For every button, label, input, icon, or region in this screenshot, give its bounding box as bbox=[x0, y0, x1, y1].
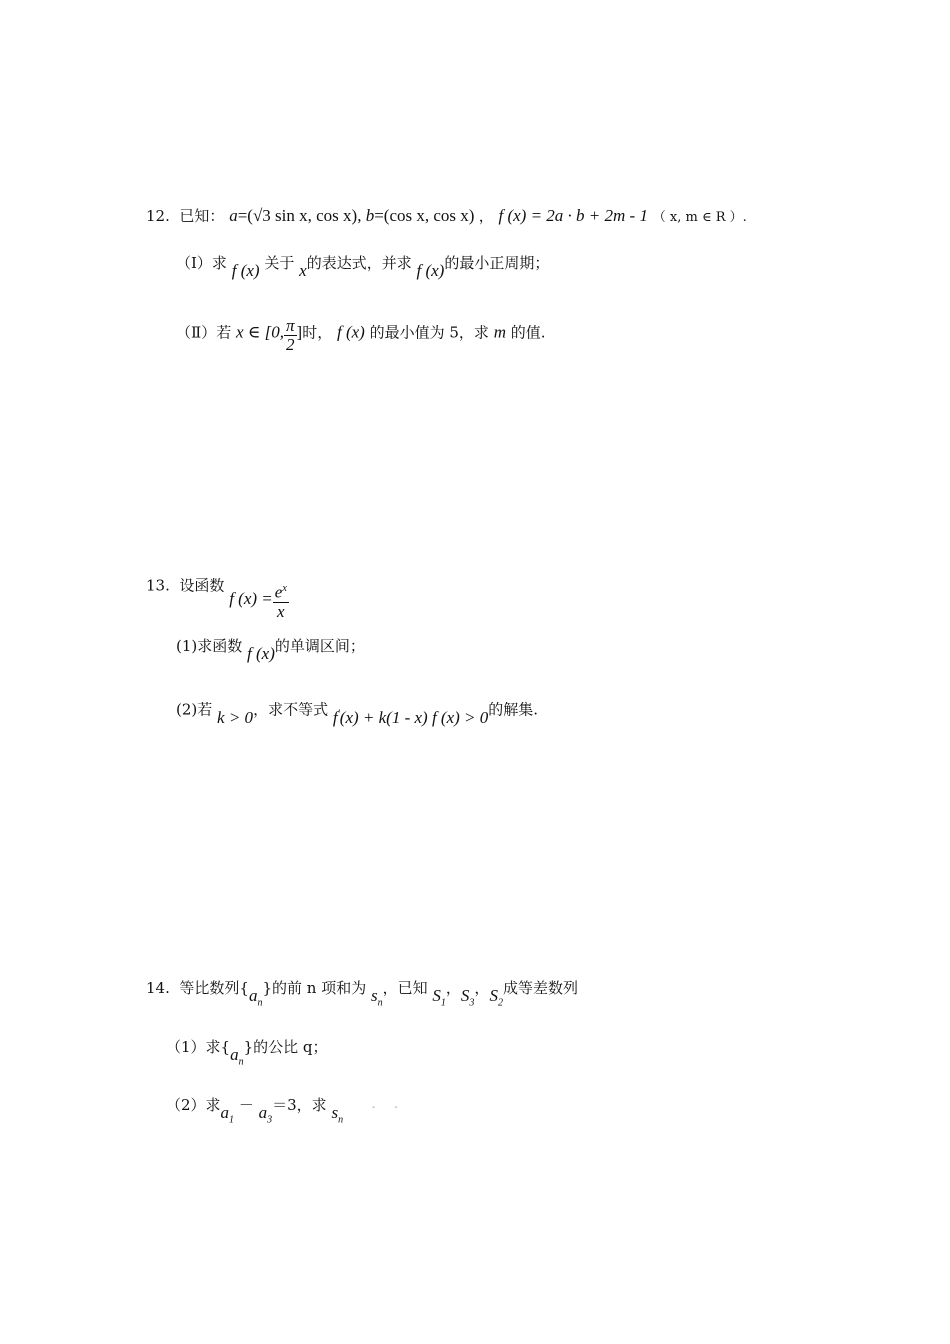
function-definition: f (x) = 2a · b + 2m - 1 bbox=[498, 206, 648, 225]
problem-14-part-2: （2）求$a_1 - a_3=3$，求 $s_n$ - - bbox=[166, 1096, 406, 1126]
problem-number: 12. bbox=[146, 207, 170, 225]
pi-over-two: $\frac{\pi}{2}$ bbox=[285, 316, 295, 354]
problem-13-part-2: (2)若 k > 0，求不等式 f′(x) + k(1 - x) f (x) > 0的解集. bbox=[176, 700, 539, 727]
problem-12-part-2: （Ⅱ）若 x ∈ [0, $\frac{\pi}{2}$ ]时， f (x) 的最小值为 5，求 m 的值. bbox=[176, 316, 546, 354]
vector-definitions: a=(√3 sin x, cos x), b=(cos x, cos x) bbox=[229, 206, 475, 225]
domain-note: （ x, m ∈ R ）. bbox=[652, 210, 747, 225]
exp-over-x: $\frac{e^x}{x}$ bbox=[274, 582, 287, 621]
inequality: f′(x) + k(1 - x) f (x) > 0 bbox=[332, 707, 489, 727]
problem-14-stem: 14. 等比数列$\{a_n\}$的前 n 项和为 $s_n$，已知 $S_1$，$S_3$，$S_2$成等差数列 bbox=[146, 979, 578, 1009]
problem-12-stem: 12. 已知： a=(√3 sin x, cos x), b=(cos x, cos x) ， f (x) = 2a · b + 2m - 1 （ x, m ∈ R ）. bbox=[146, 206, 747, 225]
problem-14-part-1: （1）求$\{a_n\}$的公比 q； bbox=[166, 1038, 328, 1068]
problem-stem-text: 已知： bbox=[179, 207, 225, 225]
problem-number: 14. bbox=[146, 979, 170, 997]
problem-number: 13. bbox=[146, 576, 170, 595]
problem-12-part-1: （Ⅰ）求 f (x) 关于 x的表达式，并求 f (x)的最小正周期； bbox=[176, 254, 550, 280]
problem-13-stem: 13. 设函数 f (x) = $\frac{e^x}{x}$ bbox=[146, 576, 287, 621]
faint-marks: - - bbox=[371, 1102, 406, 1113]
problem-13-part-1: (1)求函数 f (x)的单调区间； bbox=[176, 637, 365, 663]
